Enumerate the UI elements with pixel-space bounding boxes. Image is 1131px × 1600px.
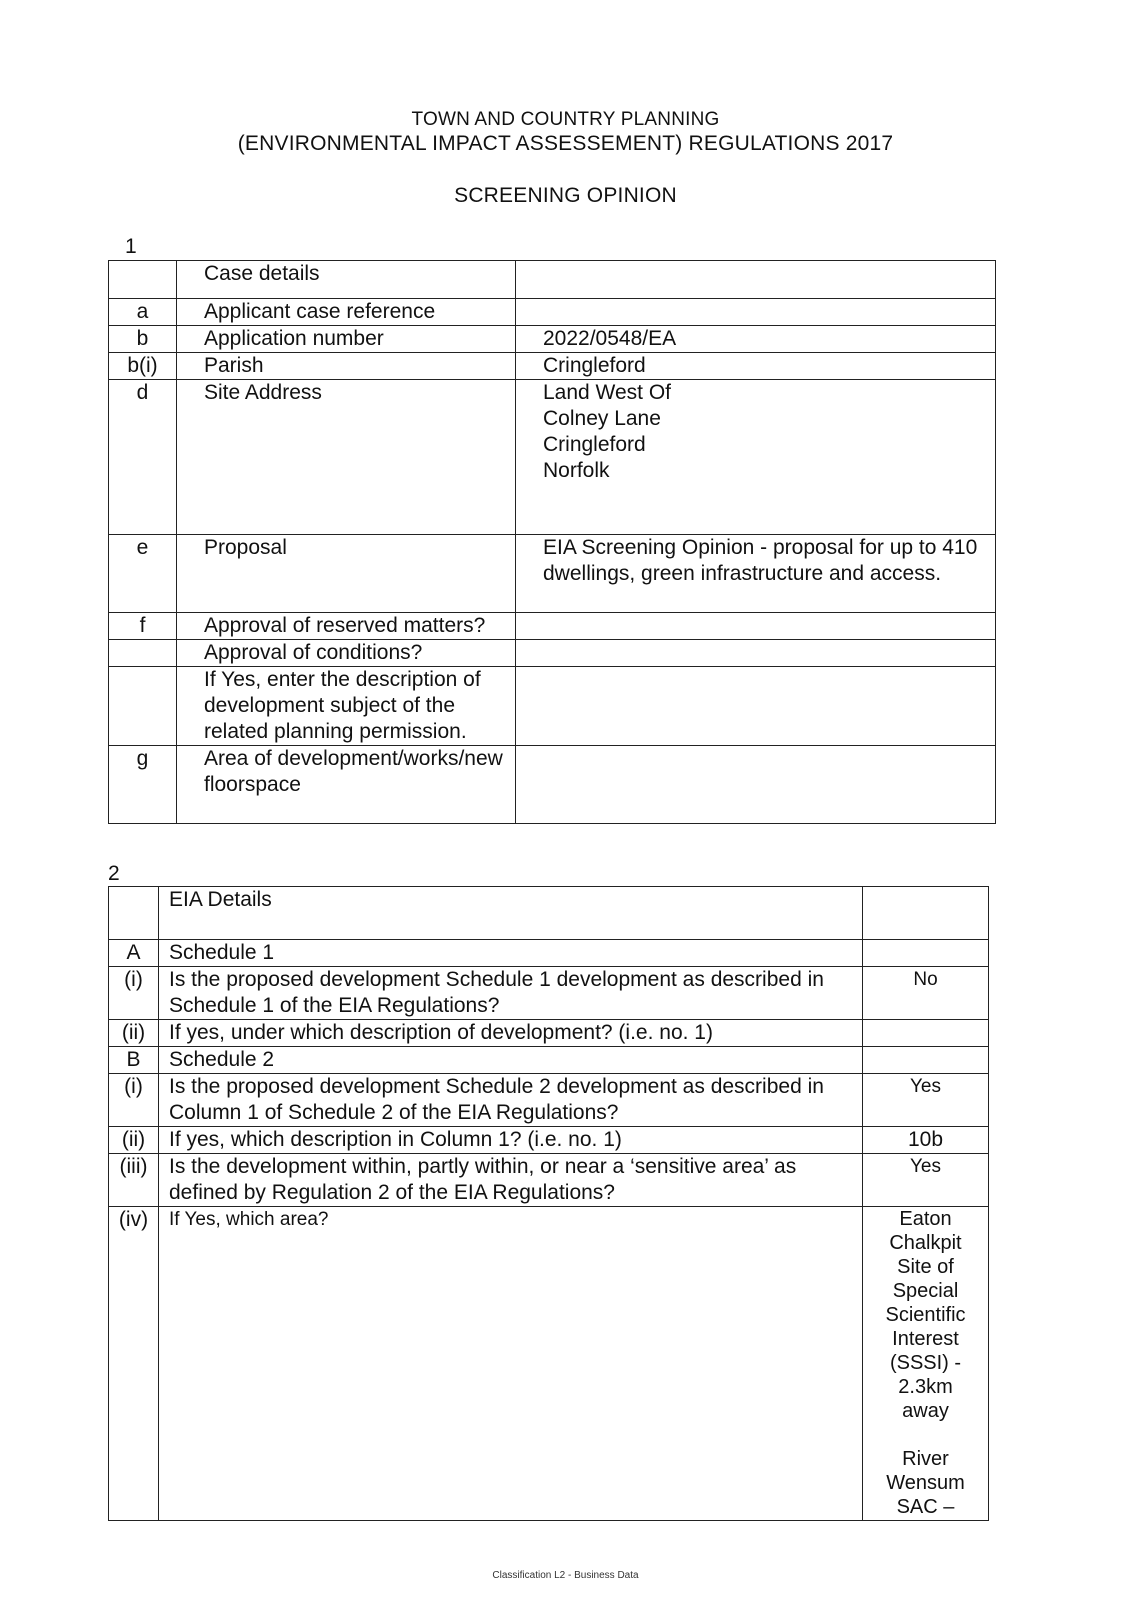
schedule-1-answer: No: [863, 967, 989, 1020]
table-row: [109, 1020, 989, 1047]
area-line: Chalkpit: [889, 1232, 962, 1254]
row-label: Approval of reserved matters?: [177, 613, 516, 640]
table-row: [109, 299, 996, 326]
table-row: [109, 640, 996, 667]
row-key: (ii): [109, 1020, 159, 1047]
area-line: Wensum: [886, 1472, 965, 1494]
table-row: [109, 613, 996, 640]
row-label: Site Address: [177, 380, 516, 535]
area-line: Site of: [897, 1256, 954, 1278]
table-row: [109, 967, 989, 1020]
eia-details-table: [108, 886, 989, 1521]
row-label: If yes, which description in Column 1? (i.e. no. 1): [159, 1127, 863, 1154]
row-label: If Yes, enter the description of development subject of the related planning permission.: [177, 667, 516, 746]
doc-subtitle: SCREENING OPINION: [454, 184, 677, 207]
row-key: b: [109, 326, 177, 353]
address-line: Colney Lane: [543, 407, 661, 430]
area-line: Eaton: [899, 1208, 952, 1230]
row-label: Area of development/works/new floorspace: [177, 746, 516, 824]
row-label: If Yes, which area?: [159, 1207, 863, 1521]
table-header-row: [109, 261, 996, 299]
row-value: [863, 1020, 989, 1047]
row-label: Application number: [177, 326, 516, 353]
area-line: away: [902, 1400, 949, 1422]
address-line: Cringleford: [543, 433, 646, 456]
row-key: d: [109, 380, 177, 535]
section-heading: Case details: [177, 261, 516, 299]
address-line: Norfolk: [543, 459, 610, 482]
row-value: [863, 1047, 989, 1074]
area-line: [863, 1423, 988, 1447]
sensitive-area-answer: Yes: [863, 1154, 989, 1207]
row-label: Applicant case reference: [177, 299, 516, 326]
case-details-table: [108, 260, 996, 824]
row-value: [863, 940, 989, 967]
area-line: Interest: [892, 1328, 959, 1350]
column-1-description-value: 10b: [863, 1127, 989, 1154]
table-row: [109, 1127, 989, 1154]
row-label: Parish: [177, 353, 516, 380]
area-line: River: [902, 1448, 949, 1470]
row-label: Approval of conditions?: [177, 640, 516, 667]
table-row: [109, 1154, 989, 1207]
parish-value: Cringleford: [516, 353, 996, 380]
table-cell: [516, 261, 996, 299]
proposal-value: EIA Screening Opinion - proposal for up to 410 dwellings, green infrastructure and access.: [516, 535, 996, 613]
table-cell: [863, 887, 989, 940]
section-heading: EIA Details: [159, 887, 863, 940]
table-row: [109, 1047, 989, 1074]
row-value: [516, 746, 996, 824]
row-value: [516, 613, 996, 640]
table-row: [109, 353, 996, 380]
row-label: Is the proposed development Schedule 1 development as described in Schedule 1 of the EIA Regulations?: [159, 967, 863, 1020]
row-key: (i): [109, 967, 159, 1020]
row-key: (iv): [109, 1207, 159, 1521]
table-row: [109, 1207, 989, 1521]
doc-title-line1: TOWN AND COUNTRY PLANNING: [411, 109, 720, 130]
section-2-number: 2: [108, 862, 120, 885]
doc-title-line2: (ENVIRONMENTAL IMPACT ASSESSEMENT) REGULATIONS 2017: [237, 132, 894, 155]
row-label: Is the development within, partly within, or near a ‘sensitive area’ as defined by Regulation 2 of the EIA Regulations?: [159, 1154, 863, 1207]
row-value: [516, 299, 996, 326]
row-key: b(i): [109, 353, 177, 380]
area-line: (SSSI) -: [889, 1352, 962, 1374]
row-key: (ii): [109, 1127, 159, 1154]
table-row: [109, 326, 996, 353]
classification-footer: Classification L2 - Business Data: [492, 1570, 639, 1581]
row-key: A: [109, 940, 159, 967]
table-row: [109, 667, 996, 746]
area-line: Scientific: [885, 1304, 966, 1326]
section-1-number: 1: [125, 235, 137, 258]
table-row: [109, 746, 996, 824]
application-number-value: 2022/0548/EA: [516, 326, 996, 353]
table-cell: [109, 887, 159, 940]
area-line: SAC –: [896, 1496, 955, 1518]
row-key: (i): [109, 1074, 159, 1127]
row-label: Proposal: [177, 535, 516, 613]
site-address-value: [516, 380, 996, 535]
row-label: Is the proposed development Schedule 2 development as described in Column 1 of Schedule 2 of the EIA Regulations?: [159, 1074, 863, 1127]
area-line: 2.3km: [898, 1376, 953, 1398]
row-label: If yes, under which description of development? (i.e. no. 1): [159, 1020, 863, 1047]
area-line: Special: [892, 1280, 959, 1302]
row-key: e: [109, 535, 177, 613]
table-header-row: [109, 887, 989, 940]
row-key: B: [109, 1047, 159, 1074]
row-label: Schedule 1: [159, 940, 863, 967]
row-value: [516, 667, 996, 746]
row-key: g: [109, 746, 177, 824]
row-key: (iii): [109, 1154, 159, 1207]
row-label: Schedule 2: [159, 1047, 863, 1074]
table-row: [109, 1074, 989, 1127]
sensitive-area-value: [863, 1207, 989, 1521]
row-key: a: [109, 299, 177, 326]
row-key: f: [109, 613, 177, 640]
table-row: [109, 940, 989, 967]
table-row: [109, 380, 996, 535]
row-value: [516, 640, 996, 667]
address-line: Land West Of: [543, 381, 672, 404]
schedule-2-answer: Yes: [863, 1074, 989, 1127]
row-key: [109, 640, 177, 667]
row-key: [109, 667, 177, 746]
table-row: [109, 535, 996, 613]
table-cell: [109, 261, 177, 299]
